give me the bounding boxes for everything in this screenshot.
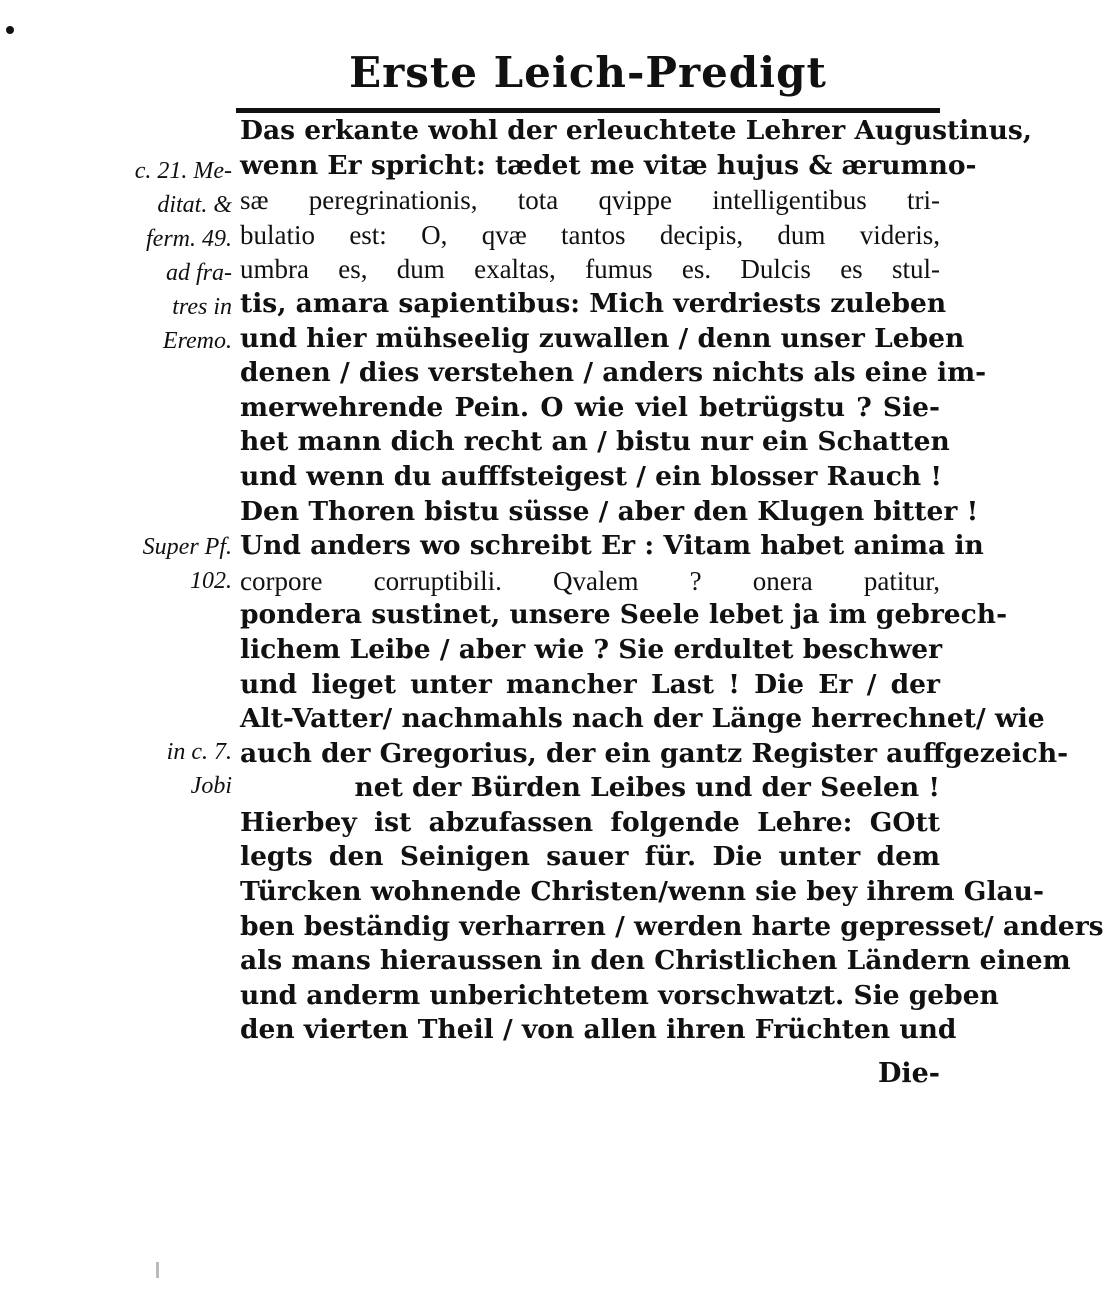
page-smudge <box>156 1262 159 1278</box>
text-line: legts den Seinigen sauer für. Die unter dem <box>240 841 940 873</box>
text-line: und lieget unter mancher Last ! Die Er / der <box>240 668 940 700</box>
marginal-line: 102. <box>190 568 232 594</box>
text-line: Alt-Vatter/ nachmahls nach der Länge herrechnet/ wie <box>240 703 1045 735</box>
text-line: Den Thoren bistu süsse / aber den Klugen bitter ! <box>240 495 979 527</box>
text-line: den vierten Theil / von allen ihren Früchten und <box>240 1014 957 1046</box>
marginal-line: tres in <box>172 294 232 320</box>
marginal-note-psalm <box>102 530 232 598</box>
catchword: Die- <box>877 1058 940 1089</box>
text-line: bulatio est: O, qvæ tantos decipis, dum videris, <box>240 219 940 250</box>
text-line: lichem Leibe / aber wie ? Sie erdultet beschwer <box>240 633 943 665</box>
text-line: denen / dies verstehen / anders nichts als eine im- <box>240 357 987 389</box>
text-line: Türcken wohnende Christen/wenn sie bey ihrem Glau- <box>240 876 1044 908</box>
text-line: corpore corruptibili. Qvalem ? onera patitur, <box>240 565 940 596</box>
marginal-line: Jobi <box>190 773 232 799</box>
marginal-line: ad fra- <box>166 260 232 286</box>
text-line: und wenn du aufffsteigest / ein blosser Rauch ! <box>240 460 943 492</box>
marginal-line: ditat. & <box>157 192 232 218</box>
ink-speck <box>6 26 14 34</box>
text-line: wenn Er spricht: tædet me vitæ hujus & ærumno- <box>240 149 977 181</box>
text-line: sæ peregrinationis, tota qvippe intelligentibus tri- <box>240 185 940 216</box>
marginal-line: Eremo. <box>162 328 232 354</box>
marginal-line: in c. 7. <box>166 739 232 765</box>
marginal-note-augustinus <box>102 154 232 358</box>
text-line: ben beständig verharren / werden harte gepresset/ anders <box>240 910 1104 942</box>
text-line: tis, amara sapientibus: Mich verdriests zuleben <box>240 287 947 319</box>
text-line: als mans hieraussen in den Christlichen Ländern einem <box>240 945 1071 977</box>
text-line: het mann dich recht an / bistu nur ein Schatten <box>240 426 950 458</box>
text-line: net der Bürden Leibes und der Seelen ! <box>354 772 940 804</box>
text-line: merwehrende Pein. O wie viel betrügstu ? Sie- <box>240 391 940 423</box>
page-header-title: Erste Leich-Predigt <box>349 48 827 97</box>
text-line: und hier mühseelig zuwallen / denn unser Leben <box>240 322 965 354</box>
text-line: Das erkante wohl der erleuchtete Lehrer Augustinus, <box>240 115 1033 146</box>
marginal-line: Super Pf. <box>142 534 232 560</box>
text-line: auch der Gregorius, der ein gantz Register auffgezeich- <box>240 737 1069 769</box>
marginal-line: ferm. 49. <box>146 226 232 252</box>
text-line: Und anders wo schreibt Er : Vitam habet anima in <box>240 530 984 562</box>
text-line: Hierbey ist abzufassen folgende Lehre: GOtt <box>240 806 940 838</box>
text-line: pondera sustinet, unsere Seele lebet ja im gebrech- <box>240 599 1008 631</box>
marginal-note-job <box>102 735 232 803</box>
text-line: umbra es, dum exaltas, fumus es. Dulcis es stul- <box>240 254 940 285</box>
text-line: und anderm unberichtetem vorschwatzt. Sie geben <box>240 979 999 1011</box>
sermon-body-text <box>240 114 1104 1048</box>
marginal-line: c. 21. Me- <box>134 158 232 184</box>
header-rule <box>236 108 940 113</box>
